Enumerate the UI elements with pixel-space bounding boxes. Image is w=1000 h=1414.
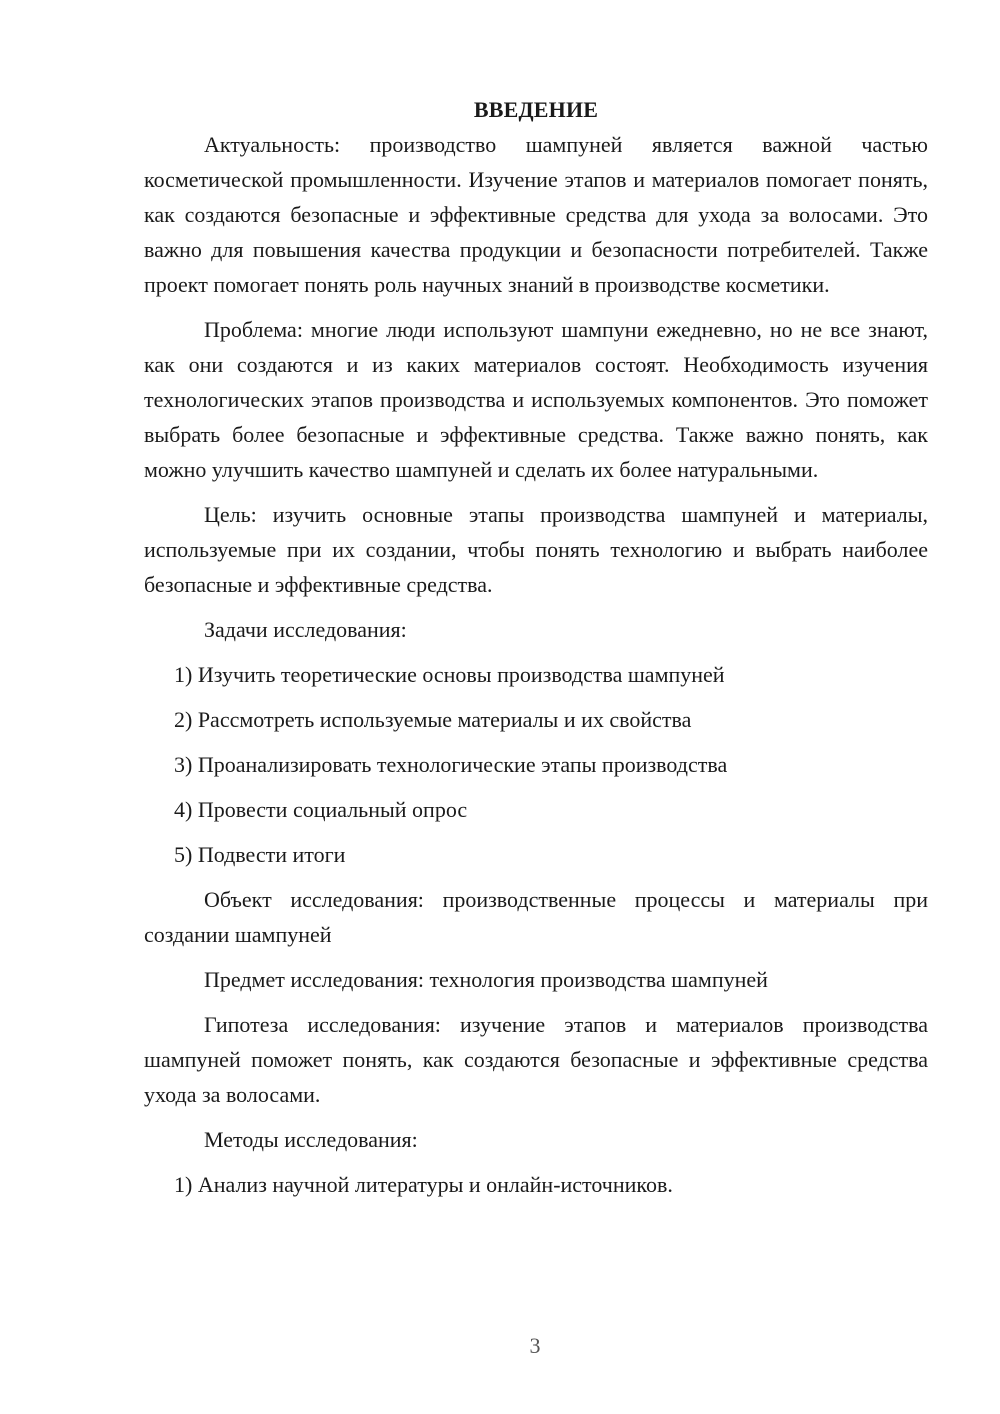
methods-heading: Методы исследования: [204, 1127, 418, 1152]
paragraph-relevance: Актуальность: производство шампуней является важной частью косметической промышленности. Изучение этапов и материалов помогает понять, как создаются безопасные и эффективные средства для ухода за волосами. Это важно для повышения качества продукции и безопасности потребителей. Также проект помогает понять роль научных знаний в производстве косметики. [144, 132, 928, 297]
page-number: 3 [529, 1333, 541, 1358]
paragraph-problem: Проблема: многие люди используют шампуни ежедневно, но не все знают, как они создаются и из каких материалов состоят. Необходимость изучения технологических этапов производства и используемых компонентов. Это поможет выбрать более безопасные и эффективные средства. Также важно понять, как можно улучшить качество шампуней и сделать их более натуральными. [144, 317, 928, 482]
list-item: 2) Рассмотреть используемые материалы и их свойства [174, 707, 692, 732]
list-item: 5) Подвести итоги [174, 842, 346, 867]
tasks-heading: Задачи исследования: [204, 617, 407, 642]
list-item: 4) Провести социальный опрос [174, 797, 468, 822]
tasks-list [144, 657, 928, 872]
list-item: 1) Изучить теоретические основы производства шампуней [174, 662, 725, 687]
list-item: 1) Анализ научной литературы и онлайн-источников. [174, 1172, 673, 1197]
list-item: 3) Проанализировать технологические этапы производства [174, 752, 728, 777]
paragraph-subject: Предмет исследования: технология производства шампуней [204, 967, 768, 992]
paragraph-hypothesis: Гипотеза исследования: изучение этапов и материалов производства шампуней поможет понять, как создаются безопасные и эффективные средства ухода за волосами. [144, 1012, 928, 1107]
paragraph-goal: Цель: изучить основные этапы производства шампуней и материалы, используемые при их создании, чтобы понять технологию и выбрать наиболее безопасные и эффективные средства. [144, 502, 928, 597]
document-title: ВВЕДЕНИЕ [473, 97, 599, 122]
document-body [144, 92, 928, 1212]
paragraph-object: Объект исследования: производственные процессы и материалы при создании шампуней [144, 887, 928, 947]
methods-list [144, 1167, 928, 1202]
